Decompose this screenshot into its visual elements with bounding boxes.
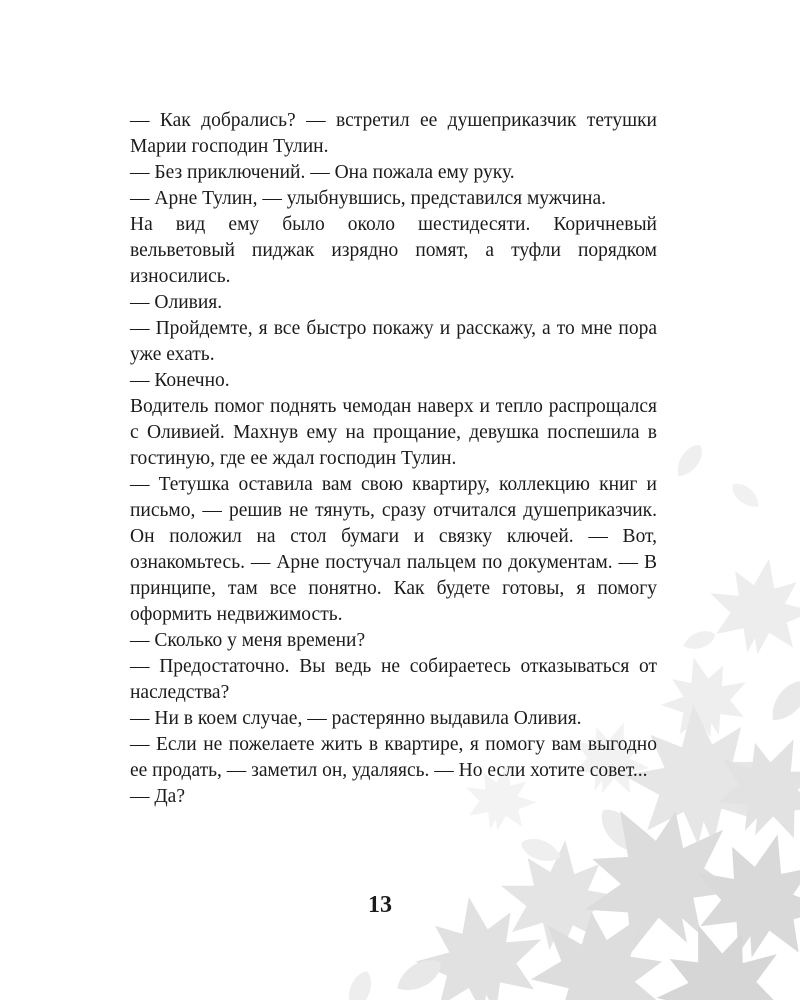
paragraph: — Пройдемте, я все быстро покажу и расскажу, а то мне пора уже ехать.	[130, 318, 657, 365]
body-text	[130, 108, 657, 810]
paragraph: Водитель помог поднять чемодан наверх и тепло распрощался с Оливией. Махнув ему на прощание, девушка поспешила в гостиную, где ее ждал господин Тулин.	[130, 396, 657, 469]
paragraph: — Конечно.	[130, 370, 230, 391]
paragraph: — Тетушка оставила вам свою квартиру, коллекцию книг и письмо, — решив не тянуть, сразу отчитался душеприказчик. Он положил на стол бумаги и связку ключей. — Вот, ознакомьтесь. — Арне постучал пальцем по документам. — В принципе, там все понятно. Как будете готовы, я помогу оформить недвижимость.	[130, 474, 657, 625]
paragraph: — Да?	[130, 786, 185, 807]
page-number: 13	[368, 892, 392, 918]
paragraph: — Предостаточно. Вы ведь не собираетесь отказываться от наследства?	[130, 656, 657, 703]
paragraph: — Как добрались? — встретил ее душеприказчик тетушки Марии господин Тулин.	[130, 110, 657, 157]
paragraph: — Без приключений. — Она пожала ему руку.	[130, 162, 515, 183]
paragraph: — Ни в коем случае, — растерянно выдавила Оливия.	[130, 708, 582, 729]
paragraph: — Сколько у меня времени?	[130, 630, 366, 651]
paragraph: — Арне Тулин, — улыбнувшись, представился мужчина.	[130, 188, 606, 209]
paragraph: На вид ему было около шестидесяти. Коричневый вельветовый пиджак изрядно помят, а туфли порядком износились.	[130, 214, 657, 287]
paragraph: — Если не пожелаете жить в квартире, я помогу вам выгодно ее продать, — заметил он, удаляясь. — Но если хотите совет...	[130, 734, 657, 781]
paragraph: — Оливия.	[130, 292, 223, 313]
